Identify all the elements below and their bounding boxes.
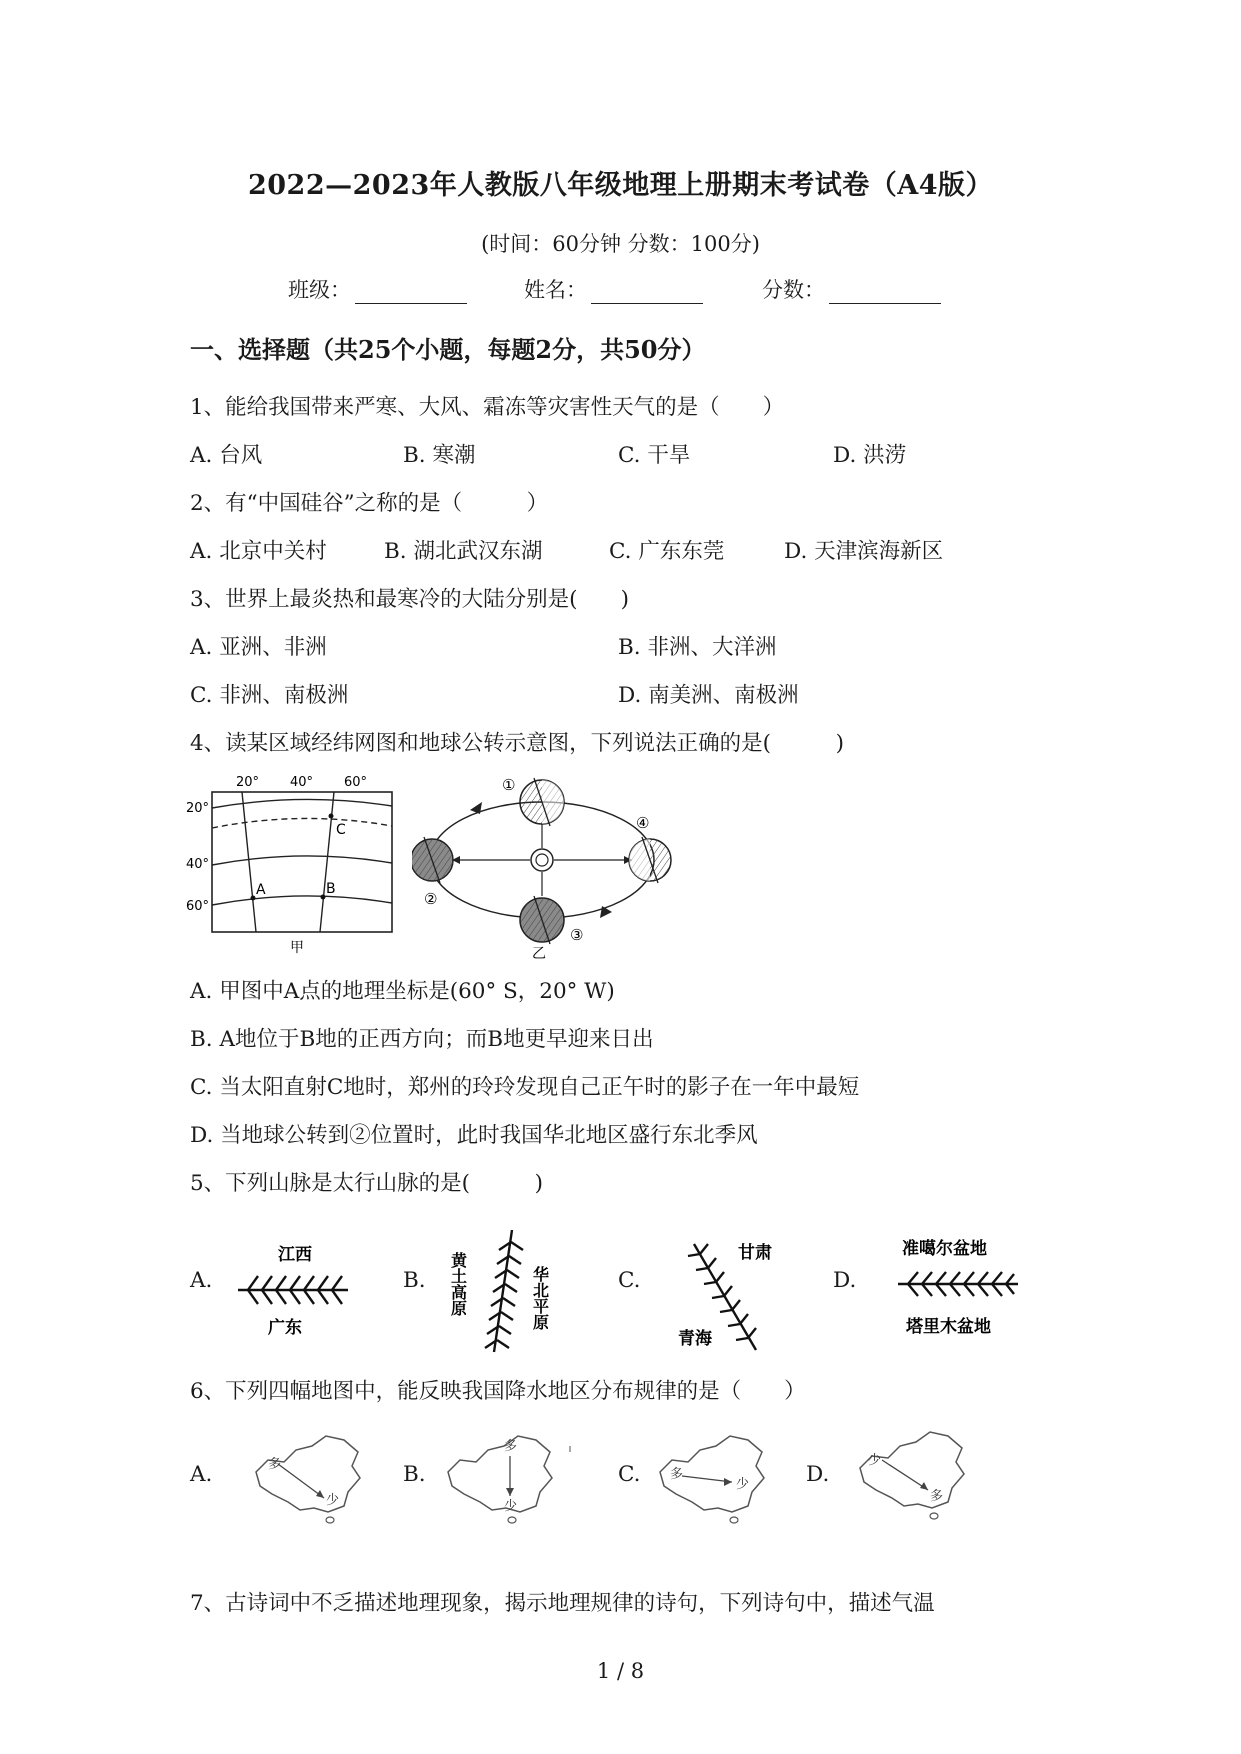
q1-option-b: B. 寒潮: [403, 443, 476, 468]
score-label: 分数：: [762, 278, 825, 302]
class-label: 班级：: [288, 278, 351, 302]
q6d-label-duo: 多: [930, 1489, 944, 1504]
q6-map-c: [652, 1432, 772, 1524]
lat-label-20: 20°: [186, 801, 210, 816]
q6-option-c: C.: [618, 1462, 641, 1487]
class-field: [288, 274, 467, 304]
label-pos-2: ②: [424, 890, 438, 908]
lat-line-top: [212, 799, 392, 808]
q4-option-a: A. 甲图中A点的地理坐标是(60° S，20° W): [190, 979, 615, 1004]
q5-figure-c: [660, 1232, 800, 1362]
q3-option-c: C. 非洲、南极洲: [190, 683, 349, 708]
q6-option-b: B.: [403, 1462, 426, 1487]
q1-option-d: D. 洪涝: [833, 443, 907, 468]
q3-option-d: D. 南美洲、南极洲: [618, 683, 799, 708]
lat-line-dashed: [212, 818, 392, 828]
q4-option-d: D. 当地球公转到②位置时，此时我国华北地区盛行东北季风: [190, 1123, 758, 1148]
figure-jia-grid: [184, 770, 404, 956]
q1-stem: 1、能给我国带来严寒、大风、霜冻等灾害性天气的是（ ）: [190, 395, 785, 420]
lat-label-60: 60°: [186, 899, 210, 914]
orbit-arrow-top: [470, 802, 482, 814]
q6b-label-duo: 多: [504, 1439, 518, 1454]
q2-option-c: C. 广东东莞: [609, 539, 725, 564]
figure-yi-revolution: [412, 772, 672, 962]
q5b-right-label: 华北平原: [530, 1266, 550, 1330]
label-pos-4: ④: [636, 814, 650, 832]
point-a: [251, 896, 256, 901]
q6-map-d: [852, 1428, 972, 1520]
exam-title: 2022—2023年人教版八年级地理上册期末考试卷（A4版）: [247, 170, 994, 201]
q1-option-a: A. 台风: [190, 443, 263, 468]
point-b: [321, 895, 326, 900]
lat-label-40: 40°: [186, 857, 210, 872]
china-outline: [256, 1436, 360, 1512]
score-blank: [829, 281, 941, 304]
q3-stem: 3、世界上最炎热和最寒冷的大陆分别是( ): [190, 587, 629, 612]
q4-stem: 4、读某区域经纬网图和地球公转示意图，下列说法正确的是( ): [190, 731, 844, 756]
q7-stem: 7、古诗词中不乏描述地理现象，揭示地理规律的诗句，下列诗句中，描述气温: [190, 1591, 935, 1616]
q2-stem: 2、有“中国硅谷”之称的是（ ）: [190, 491, 549, 516]
q5a-top-label: 江西: [278, 1245, 312, 1265]
q6c-label-shao: 少: [736, 1477, 750, 1492]
q6-stem: 6、下列四幅地图中，能反映我国降水地区分布规律的是（ ）: [190, 1379, 806, 1404]
lon-label-20: 20°: [236, 775, 260, 790]
section-heading: 一、选择题（共25个小题，每题2分，共50分）: [190, 335, 706, 364]
q6-map-b: [440, 1432, 580, 1524]
point-c: [329, 814, 334, 819]
q6a-label-duo: 多: [268, 1457, 282, 1472]
lon-label-40: 40°: [290, 775, 314, 790]
lat-line-40: [212, 856, 392, 865]
label-c: C: [336, 822, 346, 838]
q5-figure-a: [228, 1240, 368, 1340]
q6-option-d: D.: [806, 1462, 830, 1487]
caption-jia: 甲: [290, 940, 304, 956]
lon-line-20: [242, 792, 256, 932]
q5a-bottom-label: 广东: [268, 1318, 302, 1338]
q4-option-b: B. A地位于B地的正西方向；而B地更早迎来日出: [190, 1027, 654, 1052]
class-blank: [355, 281, 467, 304]
label-a: A: [256, 882, 266, 898]
q5-option-b: B.: [403, 1268, 426, 1293]
china-outline: [860, 1432, 964, 1508]
exam-subtitle: (时间：60分钟 分数：100分): [481, 232, 760, 256]
name-field: [524, 274, 703, 304]
caption-yi: 乙: [532, 946, 546, 962]
lat-line-60: [212, 896, 392, 905]
q3-option-b: B. 非洲、大洋洲: [618, 635, 777, 660]
lon-label-60: 60°: [344, 775, 368, 790]
name-label: 姓名：: [524, 278, 587, 302]
q5c-bottom-label: 青海: [678, 1329, 712, 1349]
q6b-label-shao: 少: [504, 1499, 518, 1514]
q6a-label-shao: 少: [326, 1493, 340, 1508]
q6d-label-shao: 少: [868, 1453, 882, 1468]
name-blank: [591, 281, 703, 304]
label-pos-1: ①: [502, 776, 516, 794]
q5-option-c: C.: [618, 1268, 641, 1293]
label-b: B: [326, 881, 336, 897]
q5b-left-label: 黄土高原: [448, 1252, 468, 1316]
score-field: [762, 274, 941, 304]
lon-line-60: [320, 792, 334, 932]
q5-stem: 5、下列山脉是太行山脉的是( ): [190, 1171, 543, 1196]
q5-option-d: D.: [833, 1268, 857, 1293]
q2-option-a: A. 北京中关村: [190, 539, 327, 564]
china-outline: [448, 1436, 552, 1512]
q5d-bottom-label: 塔里木盆地: [906, 1317, 991, 1337]
q5d-top-label: 准噶尔盆地: [902, 1239, 987, 1259]
q6c-label-duo: 多: [670, 1467, 684, 1482]
q6-map-a: [248, 1432, 368, 1524]
q2-option-d: D. 天津滨海新区: [784, 539, 944, 564]
q5-option-a: A.: [190, 1268, 213, 1293]
q5-figure-b: [444, 1222, 574, 1362]
page-number: 1 / 8: [596, 1659, 645, 1683]
q2-option-b: B. 湖北武汉东湖: [384, 539, 543, 564]
label-pos-3: ③: [570, 926, 584, 944]
q5-figure-d: [888, 1232, 1038, 1342]
q4-option-c: C. 当太阳直射C地时，郑州的玲玲发现自己正午时的影子在一年中最短: [190, 1075, 860, 1100]
q5c-top-label: 甘肃: [738, 1243, 772, 1263]
grid-frame: [212, 792, 392, 932]
q3-option-a: A. 亚洲、非洲: [190, 635, 327, 660]
q1-option-c: C. 干旱: [618, 443, 691, 468]
q6-option-a: A.: [190, 1462, 213, 1487]
